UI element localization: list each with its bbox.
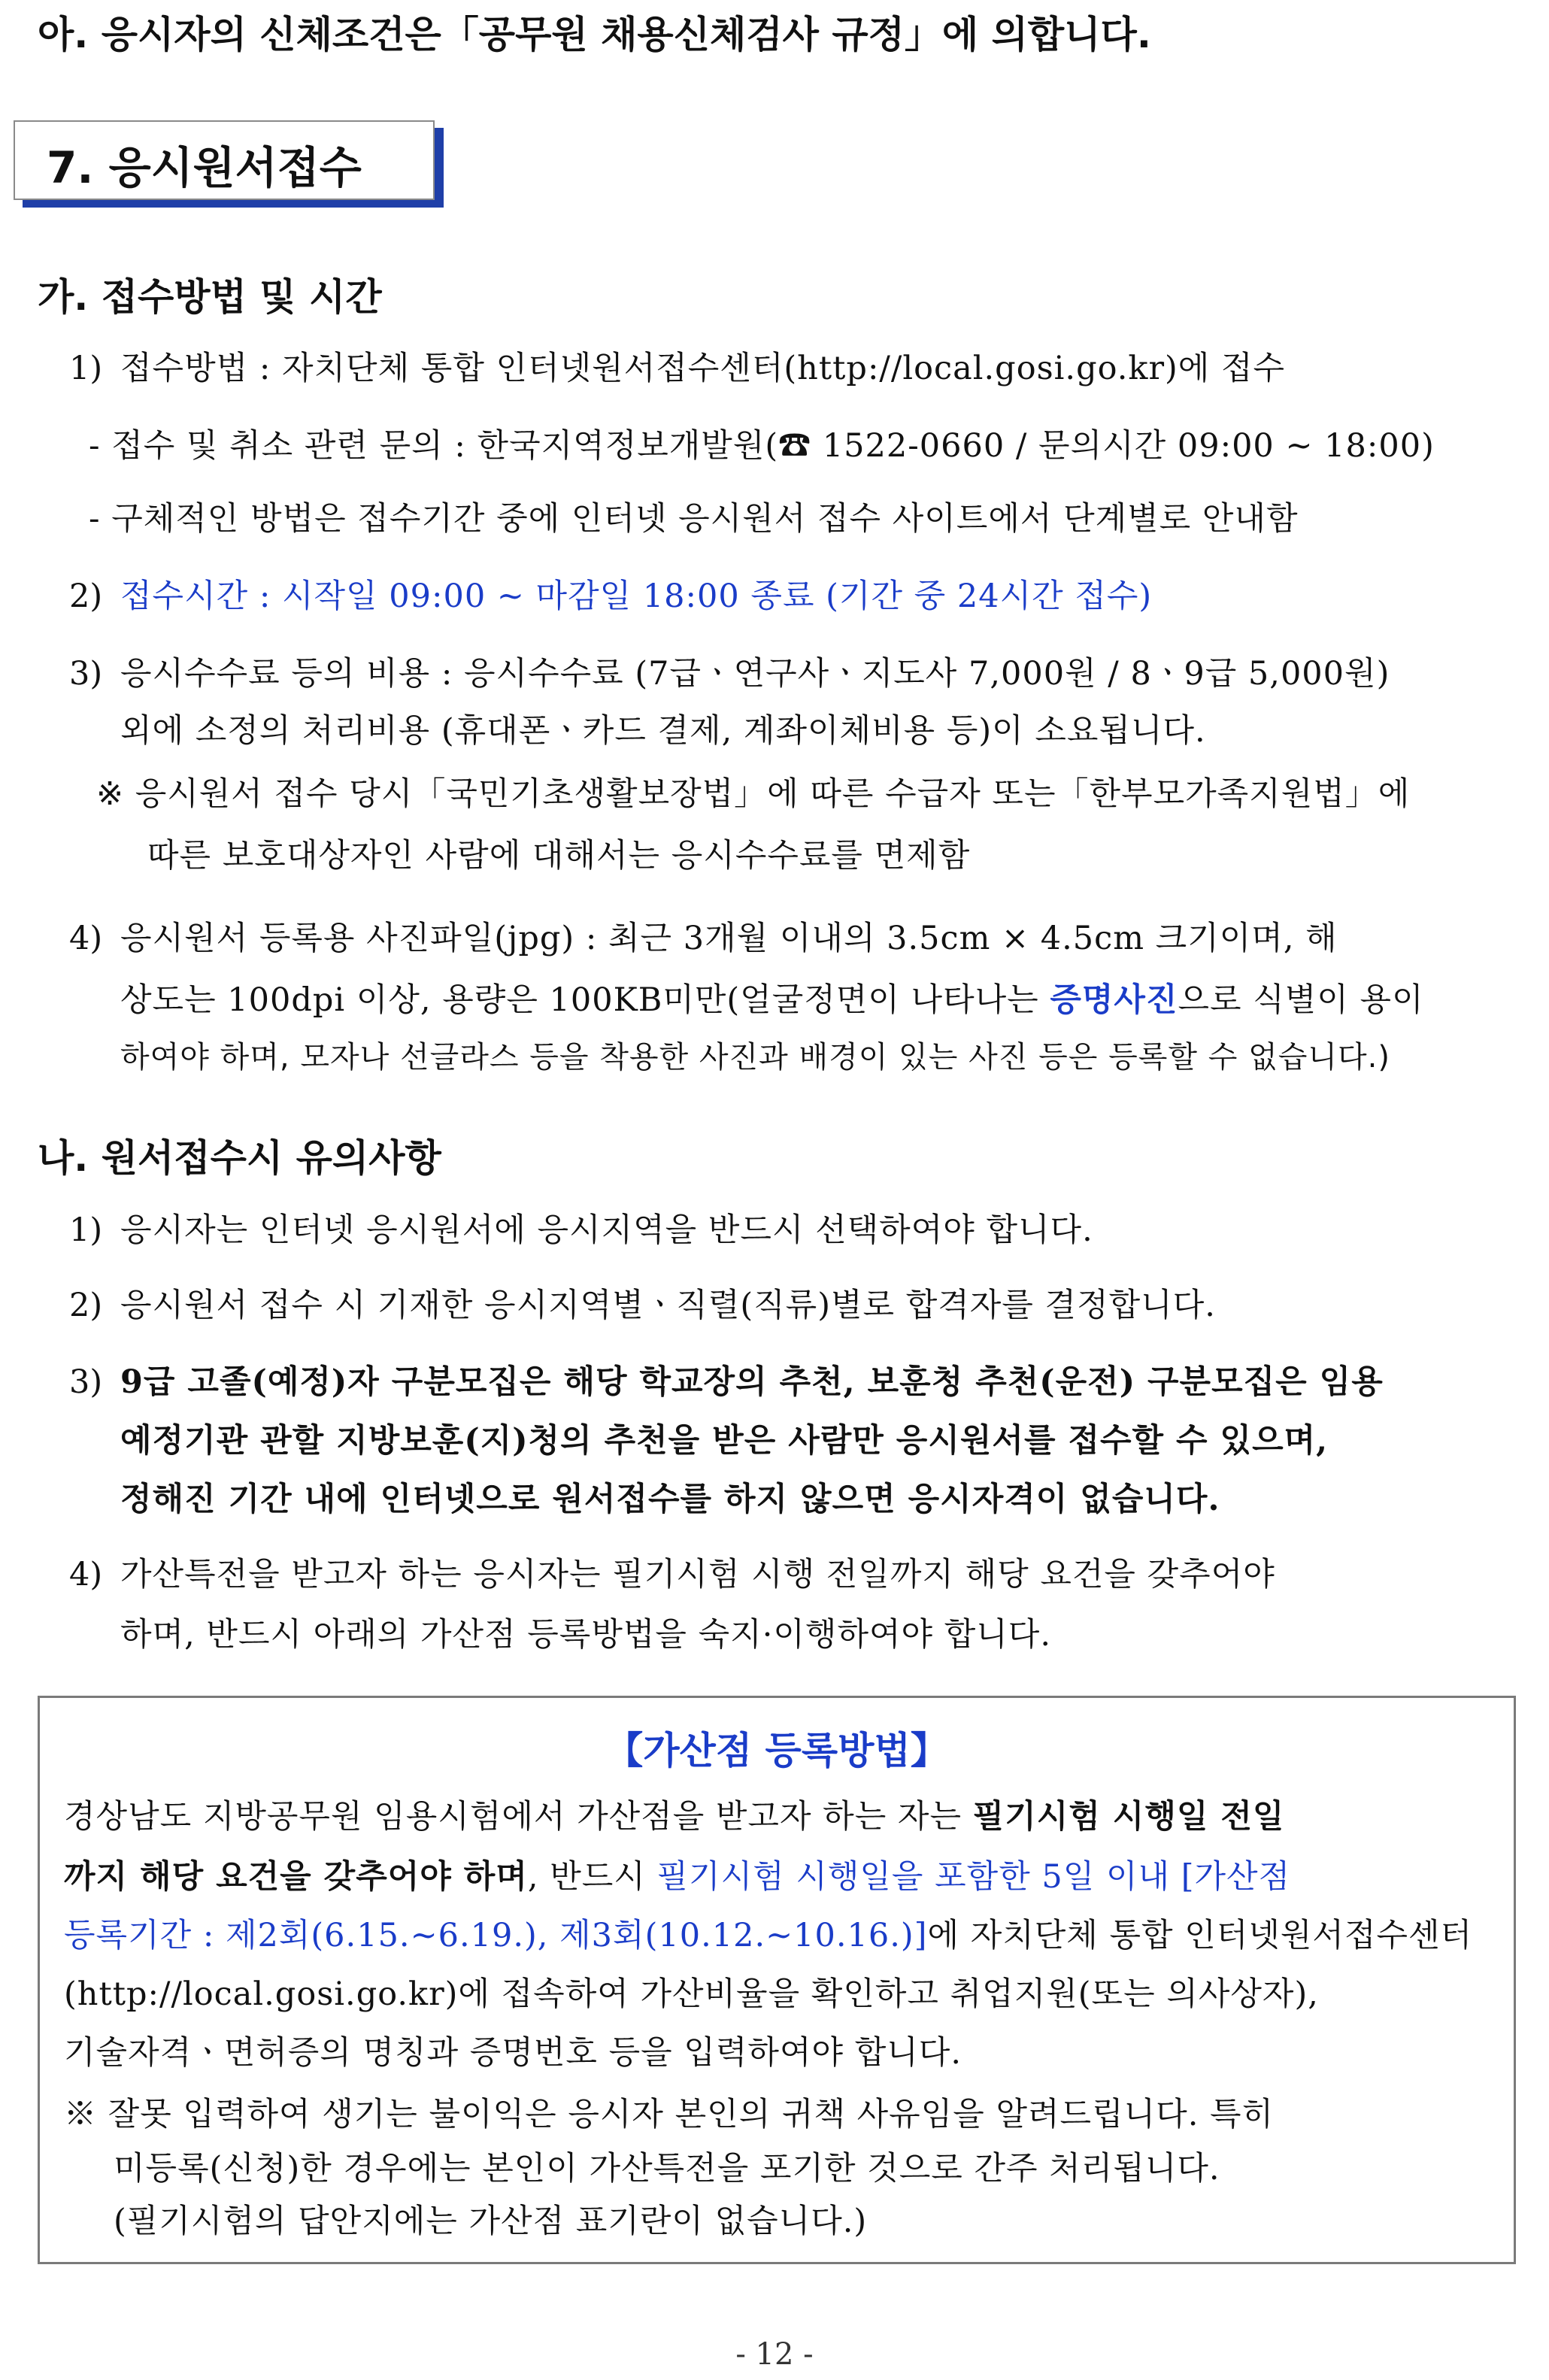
fee-exemption-note-1: ※ 응시원서 접수 당시「국민기초생활보장법」에 따른 수급자 또는「한부모가족지원법」에: [96, 775, 1411, 813]
box-line-3-text: 에 자치단체 통합 인터넷원서접수센터: [927, 1917, 1473, 1954]
box-line-2-bold: 까지 해당 요건을 갖추어야 하며: [64, 1858, 528, 1896]
box-line-1-text: 경상남도 지방공무원 임용시험에서 가산점을 받고자 하는 자는: [64, 1798, 973, 1836]
item-number: 2): [69, 1287, 103, 1324]
method-guide-line: - 구체적인 방법은 접수기간 중에 인터넷 응시원서 접수 사이트에서 단계별로 안내함: [89, 500, 1299, 538]
item-number: 3): [69, 1363, 103, 1401]
fee-line-1: 응시수수료 등의 비용 : 응시수수료 (7급ㆍ연구사ㆍ지도사 7,000원 / 8ㆍ9급 5,000원): [120, 655, 1390, 693]
photo-line-3: 하여야 하며, 모자나 선글라스 등을 착용한 사진과 배경이 있는 사진 등은 등록할 수 없습니다.): [120, 1040, 1391, 1075]
recommendation-line-3: 정해진 기간 내에 인터넷으로 원서접수를 하지 않으면 응시자격이 없습니다.: [120, 1481, 1220, 1518]
pass-decision-line: 응시원서 접수 시 기재한 응시지역별ㆍ직렬(직류)별로 합격자를 결정합니다.: [120, 1287, 1216, 1324]
box-line-2-blue: 필기시험 시행일을 포함한 5일 이내 [가산점: [656, 1858, 1291, 1896]
box-note-3: (필기시험의 답안지에는 가산점 표기란이 없습니다.): [114, 2203, 868, 2240]
reception-method-line: 접수방법 : 자치단체 통합 인터넷원서접수센터(http://local.gosi.go.kr)에 접수: [120, 350, 1286, 387]
recommendation-line-1: 9급 고졸(예정)자 구분모집은 해당 학교장의 추천, 보훈청 추천(운전) 구분모집은 임용: [120, 1363, 1384, 1401]
photo-line-2-tail: 으로 식별이 용이: [1178, 981, 1424, 1019]
box-line-2: [64, 1856, 1290, 1898]
inquiry-line: - 접수 및 취소 관련 문의 : 한국지역정보개발원(☎ 1522-0660 / 문의시간 09:00 ~ 18:00): [89, 427, 1435, 465]
recommendation-line-2: 예정기관 관할 지방보훈(지)청의 추천을 받은 사람만 응시원서를 접수할 수 있으며,: [120, 1422, 1329, 1460]
fee-exemption-note-2: 따른 보호대상자인 사람에 대해서는 응시수수료를 면제함: [147, 837, 971, 875]
box-line-5: 기술자격ㆍ면허증의 명칭과 증명번호 등을 입력하여야 합니다.: [64, 2034, 962, 2072]
section-title: 7. 응시원서접수: [47, 142, 362, 193]
box-line-1: [64, 1796, 1284, 1838]
item-number: 4): [69, 1556, 103, 1593]
part-a-heading: 가. 접수방법 및 시간: [38, 275, 382, 319]
reception-time-line: 접수시간 : 시작일 09:00 ~ 마감일 18:00 종료 (기간 중 24시간 접수): [120, 578, 1153, 615]
photo-line-1: 응시원서 등록용 사진파일(jpg) : 최근 3개월 이내의 3.5cm × 4.5cm 크기이며, 해: [120, 920, 1338, 957]
part-b-heading: 나. 원서접수시 유의사항: [38, 1136, 441, 1180]
photo-line-2: [120, 979, 1424, 1021]
photo-line-2-text: 상도는 100dpi 이상, 용량은 100KB미만(얼굴정면이 나타나는: [120, 981, 1050, 1019]
fee-line-2: 외에 소정의 처리비용 (휴대폰ㆍ카드 결제, 계좌이체비용 등)이 소요됩니다.: [120, 712, 1206, 750]
bonus-registration-box: [38, 1696, 1516, 2264]
id-photo-highlight: 증명사진: [1050, 981, 1178, 1019]
item-number: 1): [69, 350, 103, 387]
top-heading-line: 아. 응시자의 신체조건은「공무원 채용신체검사 규정」에 의합니다.: [38, 13, 1151, 56]
box-line-4: (http://local.gosi.go.kr)에 접속하여 가산비율을 확인하고 취업지원(또는 의사상자),: [64, 1975, 1319, 2013]
page-number: - 12 -: [735, 2337, 814, 2372]
item-number: 1): [69, 1211, 103, 1249]
box-note-2: 미등록(신청)한 경우에는 본인이 가산특전을 포기한 것으로 간주 처리됩니다.: [114, 2150, 1220, 2187]
item-number: 3): [69, 655, 103, 693]
bonus-requirement-line-1: 가산특전을 받고자 하는 응시자는 필기시험 시행 전일까지 해당 요건을 갖추어야: [120, 1556, 1275, 1593]
box-line-1-bold: 필기시험 시행일 전일: [972, 1798, 1285, 1836]
bonus-requirement-line-2: 하며, 반드시 아래의 가산점 등록방법을 숙지·이행하여야 합니다.: [120, 1616, 1052, 1654]
box-note-1: ※ 잘못 입력하여 생기는 불이익은 응시자 본인의 귀책 사유임을 알려드립니다. 특히: [64, 2096, 1275, 2133]
box-line-3: [64, 1915, 1472, 1957]
box-line-3-blue: 등록기간 : 제2회(6.15.~6.19.), 제3회(10.12.~10.16.)]: [64, 1917, 928, 1954]
box-title: 【가산점 등록방법】: [605, 1729, 948, 1772]
item-number: 2): [69, 578, 103, 615]
box-line-2-text: , 반드시: [527, 1858, 657, 1896]
item-number: 4): [69, 920, 103, 957]
section-title-box: [14, 120, 435, 200]
region-select-line: 응시자는 인터넷 응시원서에 응시지역을 반드시 선택하여야 합니다.: [120, 1211, 1093, 1249]
